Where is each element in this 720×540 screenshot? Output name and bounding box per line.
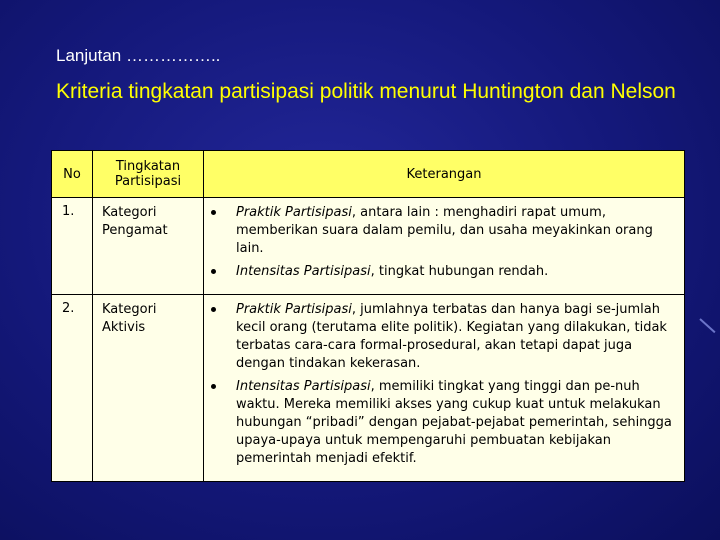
bullet-icon xyxy=(211,210,216,215)
row-level: Kategori Pengamat xyxy=(93,198,204,295)
item-term: Intensitas Partisipasi xyxy=(236,379,371,394)
header-description: Keterangan xyxy=(204,151,685,198)
bullet-icon xyxy=(211,384,216,389)
item-text: , tingkat hubungan rendah. xyxy=(370,264,549,279)
item-term: Praktik Partisipasi xyxy=(236,302,352,317)
item-text: , memiliki tingkat yang tinggi dan pe-nuh waktu. Mereka memiliki akses yang cukup kuat untuk melakukan hubungan “pribadi” dengan pejabat-pejabat pemerintah, sehingga upaya-upaya untuk mempengaruhi pembuatan kebijakan pemerintah menjadi efektif. xyxy=(236,379,672,466)
row-description xyxy=(204,295,685,482)
row-number: 1. xyxy=(52,198,93,295)
criteria-table xyxy=(51,150,685,482)
description-list xyxy=(204,301,676,468)
list-item xyxy=(204,204,676,258)
row-level: Kategori Aktivis xyxy=(93,295,204,482)
slide-subtitle: Lanjutan …………….. xyxy=(56,46,221,65)
row-description xyxy=(204,198,685,295)
row-number: 2. xyxy=(52,295,93,482)
header-level: Tingkatan Partisipasi xyxy=(93,151,204,198)
bullet-icon xyxy=(211,307,216,312)
item-text: , antara lain : menghadiri rapat umum, memberikan suara dalam pemilu, dan usaha meyakinkan orang lain. xyxy=(236,205,653,256)
list-item xyxy=(204,378,676,468)
table-header-row xyxy=(52,151,685,198)
item-term: Intensitas Partisipasi xyxy=(236,264,371,279)
header-no: No xyxy=(52,151,93,198)
item-term: Praktik Partisipasi xyxy=(236,205,352,220)
description-list xyxy=(204,204,676,281)
decorative-line xyxy=(699,318,715,333)
list-item xyxy=(204,263,676,281)
item-text: , jumlahnya terbatas dan hanya bagi se-jumlah kecil orang (terutama elite politik). Kegiatan yang dilakukan, tidak terbatas cara-cara formal-prosedural, akan tetapi dapat juga dengan tindakan kekerasan. xyxy=(236,302,667,371)
slide-title: Kriteria tingkatan partisipasi politik menurut Huntington dan Nelson xyxy=(56,80,676,103)
table-row xyxy=(52,198,685,295)
list-item xyxy=(204,301,676,373)
table-row xyxy=(52,295,685,482)
bullet-icon xyxy=(211,269,216,274)
